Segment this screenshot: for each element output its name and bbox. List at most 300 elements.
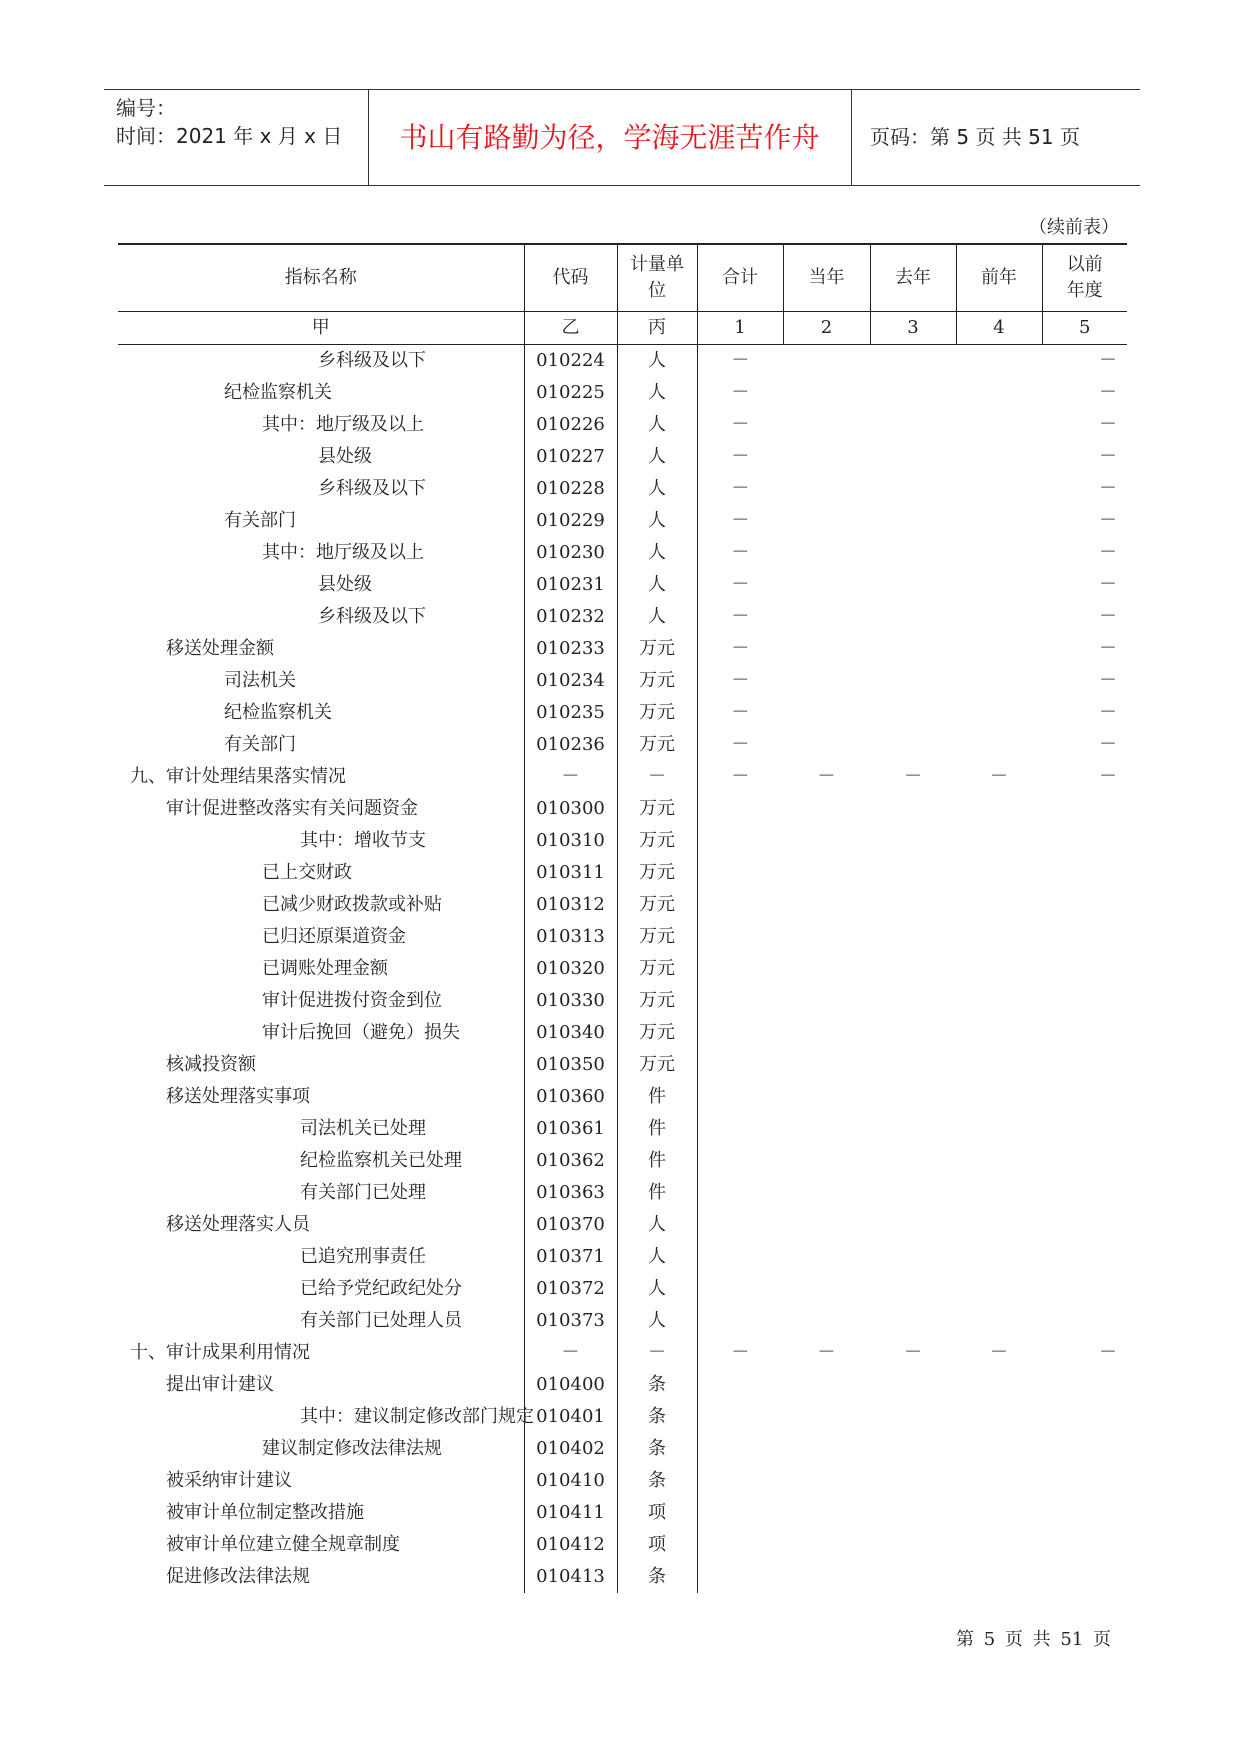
row-year-before-last [956, 1241, 1042, 1273]
row-current-year [783, 441, 870, 473]
code-5: 5 [1042, 312, 1127, 345]
row-unit: － [617, 761, 697, 793]
row-unit: 条 [617, 1465, 697, 1497]
row-code: 010236 [524, 729, 617, 761]
table-row [118, 1049, 1127, 1081]
table-row [118, 793, 1127, 825]
row-name: 其中：建议制定修改部门规定 [300, 1406, 534, 1427]
row-name: 纪检监察机关已处理 [300, 1150, 462, 1171]
row-unit: 万元 [617, 985, 697, 1017]
row-name: 乡科级及以下 [318, 606, 426, 627]
row-earlier-years [1042, 985, 1127, 1017]
row-total [697, 1401, 783, 1433]
row-code: 010320 [524, 953, 617, 985]
row-code: 010373 [524, 1305, 617, 1337]
row-current-year [783, 473, 870, 505]
row-year-before-last [956, 1177, 1042, 1209]
table-row [118, 473, 1127, 505]
row-last-year [870, 633, 956, 665]
row-unit: 条 [617, 1433, 697, 1465]
row-current-year [783, 1145, 870, 1177]
row-year-before-last [956, 921, 1042, 953]
row-current-year [783, 729, 870, 761]
table-row [118, 569, 1127, 601]
row-earlier-years [1042, 1561, 1127, 1593]
row-unit: 件 [617, 1113, 697, 1145]
row-year-before-last [956, 1465, 1042, 1497]
row-year-before-last [956, 1433, 1042, 1465]
table-row [118, 601, 1127, 633]
row-earlier-years [1042, 1049, 1127, 1081]
table-body [118, 345, 1127, 1594]
row-code: 010363 [524, 1177, 617, 1209]
row-code: 010227 [524, 441, 617, 473]
row-last-year [870, 1241, 956, 1273]
row-last-year [870, 1017, 956, 1049]
row-unit: 件 [617, 1145, 697, 1177]
row-unit: 万元 [617, 729, 697, 761]
row-last-year [870, 1209, 956, 1241]
row-unit: 件 [617, 1177, 697, 1209]
row-name: 被采纳审计建议 [166, 1470, 292, 1491]
row-current-year [783, 1241, 870, 1273]
row-last-year [870, 889, 956, 921]
row-last-year [870, 377, 956, 409]
row-unit: 项 [617, 1529, 697, 1561]
time-label: 时间：2021 年 x 月 x 日 [116, 124, 343, 148]
row-name: 促进修改法律法规 [166, 1566, 310, 1587]
row-total: － [697, 473, 783, 505]
row-earlier-years [1042, 1177, 1127, 1209]
row-unit: 件 [617, 1081, 697, 1113]
row-total [697, 1209, 783, 1241]
table-row [118, 1209, 1127, 1241]
row-unit: 万元 [617, 921, 697, 953]
table-row [118, 1401, 1127, 1433]
row-name: 九、审计处理结果落实情况 [130, 766, 346, 787]
row-year-before-last [956, 953, 1042, 985]
row-total [697, 1433, 783, 1465]
row-code: 010311 [524, 857, 617, 889]
row-code: 010313 [524, 921, 617, 953]
row-total [697, 1305, 783, 1337]
row-code: 010361 [524, 1113, 617, 1145]
row-current-year [783, 1113, 870, 1145]
row-current-year: － [817, 766, 836, 787]
row-total: － [697, 1337, 783, 1369]
row-earlier-years: － [1099, 382, 1117, 403]
row-code: 010410 [524, 1465, 617, 1497]
row-year-before-last [956, 793, 1042, 825]
row-current-year [783, 1433, 870, 1465]
row-total: － [697, 601, 783, 633]
table-row [118, 1465, 1127, 1497]
row-current-year [783, 377, 870, 409]
row-earlier-years: － [1099, 638, 1117, 659]
row-total: － [697, 537, 783, 569]
row-current-year [783, 505, 870, 537]
row-year-before-last [956, 441, 1042, 473]
row-unit: － [617, 1337, 697, 1369]
row-unit: 人 [617, 569, 697, 601]
table-row [118, 697, 1127, 729]
row-earlier-years [1042, 921, 1127, 953]
row-earlier-years [1042, 793, 1127, 825]
row-code: 010230 [524, 537, 617, 569]
col-header-year-before-last: 前年 [956, 244, 1042, 312]
row-name: 县处级 [318, 574, 372, 595]
row-earlier-years [1042, 1529, 1127, 1561]
table-row [118, 1497, 1127, 1529]
row-earlier-years [1042, 889, 1127, 921]
row-last-year [870, 953, 956, 985]
row-current-year [783, 953, 870, 985]
row-earlier-years [1042, 1401, 1127, 1433]
row-total: － [697, 409, 783, 441]
page-footer: 第 5 页 共 51 页 [956, 1629, 1111, 1650]
row-name: 乡科级及以下 [318, 350, 426, 371]
row-code: 010360 [524, 1081, 617, 1113]
col-header-earlier-years: 以前年度 [1042, 244, 1127, 312]
row-year-before-last [956, 601, 1042, 633]
row-total: － [697, 729, 783, 761]
row-name: 被审计单位制定整改措施 [166, 1502, 364, 1523]
row-last-year [870, 1177, 956, 1209]
row-year-before-last [956, 1081, 1042, 1113]
row-code: 010401 [524, 1401, 617, 1433]
row-total [697, 1241, 783, 1273]
row-earlier-years: － [1099, 702, 1117, 723]
row-code: 010228 [524, 473, 617, 505]
row-year-before-last [956, 985, 1042, 1017]
row-last-year [870, 857, 956, 889]
row-year-before-last [956, 665, 1042, 697]
row-name: 有关部门已处理 [300, 1182, 426, 1203]
table-row [118, 889, 1127, 921]
row-name: 其中：地厅级及以上 [262, 414, 424, 435]
row-earlier-years [1042, 1017, 1127, 1049]
row-last-year [870, 441, 956, 473]
row-unit: 人 [617, 345, 697, 378]
row-unit: 万元 [617, 857, 697, 889]
statistics-table [118, 243, 1127, 1593]
row-year-before-last [956, 1145, 1042, 1177]
row-code: 010224 [524, 345, 617, 378]
row-code: 010234 [524, 665, 617, 697]
row-last-year [870, 985, 956, 1017]
row-code: 010225 [524, 377, 617, 409]
row-last-year: － [904, 766, 922, 787]
row-earlier-years [1042, 1433, 1127, 1465]
row-earlier-years [1042, 1273, 1127, 1305]
row-last-year [870, 1145, 956, 1177]
row-total [697, 1273, 783, 1305]
row-earlier-years [1042, 1305, 1127, 1337]
row-earlier-years [1042, 1145, 1127, 1177]
row-total: － [697, 569, 783, 601]
row-unit: 万元 [617, 1017, 697, 1049]
row-year-before-last [956, 1369, 1042, 1401]
row-name: 移送处理落实人员 [166, 1214, 310, 1235]
row-name: 其中：增收节支 [300, 830, 426, 851]
row-year-before-last [956, 729, 1042, 761]
row-total: － [697, 377, 783, 409]
row-earlier-years: － [1099, 606, 1117, 627]
row-code: 010412 [524, 1529, 617, 1561]
row-name: 有关部门已处理人员 [300, 1310, 462, 1331]
row-unit: 人 [617, 1273, 697, 1305]
row-unit: 条 [617, 1401, 697, 1433]
table-row [118, 1241, 1127, 1273]
row-name: 已上交财政 [262, 862, 352, 883]
table-row [118, 377, 1127, 409]
row-year-before-last [956, 1049, 1042, 1081]
row-total [697, 889, 783, 921]
row-year-before-last [956, 505, 1042, 537]
row-name: 核减投资额 [166, 1054, 256, 1075]
row-last-year [870, 345, 956, 378]
row-total: － [697, 505, 783, 537]
col-header-last-year: 去年 [870, 244, 956, 312]
col-header-code: 代码 [524, 244, 617, 312]
header-row [118, 244, 1127, 312]
row-current-year [783, 537, 870, 569]
row-last-year [870, 1273, 956, 1305]
row-total [697, 985, 783, 1017]
row-current-year [783, 633, 870, 665]
row-total [697, 953, 783, 985]
row-year-before-last: － [990, 1342, 1008, 1363]
row-unit: 条 [617, 1561, 697, 1593]
row-total: － [697, 441, 783, 473]
code-jia: 甲 [118, 312, 524, 345]
row-last-year [870, 1113, 956, 1145]
row-current-year [783, 1273, 870, 1305]
row-name: 已归还原渠道资金 [262, 926, 406, 947]
row-year-before-last [956, 1017, 1042, 1049]
row-total [697, 1369, 783, 1401]
table-row [118, 1081, 1127, 1113]
row-current-year [783, 1017, 870, 1049]
row-unit: 人 [617, 505, 697, 537]
col-header-unit: 计量单位 [617, 244, 697, 312]
row-code: 010400 [524, 1369, 617, 1401]
row-name: 已追究刑事责任 [300, 1246, 426, 1267]
row-unit: 人 [617, 377, 697, 409]
row-total [697, 1497, 783, 1529]
row-current-year [783, 1497, 870, 1529]
continued-note: （续前表） [1029, 217, 1119, 238]
row-name: 有关部门 [224, 510, 296, 531]
table-row [118, 1433, 1127, 1465]
row-code: － [524, 1337, 617, 1369]
row-year-before-last [956, 1561, 1042, 1593]
row-name: 已调账处理金额 [262, 958, 388, 979]
row-earlier-years: － [1099, 350, 1117, 371]
row-current-year [783, 1561, 870, 1593]
row-last-year [870, 1049, 956, 1081]
row-unit: 万元 [617, 889, 697, 921]
row-name: 十、审计成果利用情况 [130, 1342, 310, 1363]
table-row [118, 345, 1127, 378]
row-code: 010233 [524, 633, 617, 665]
row-code: 010310 [524, 825, 617, 857]
row-name: 移送处理落实事项 [166, 1086, 310, 1107]
row-year-before-last [956, 1113, 1042, 1145]
row-year-before-last [956, 857, 1042, 889]
row-name: 纪检监察机关 [224, 702, 332, 723]
row-name: 审计促进拨付资金到位 [262, 990, 442, 1011]
row-unit: 条 [617, 1369, 697, 1401]
row-earlier-years [1042, 825, 1127, 857]
row-code: 010411 [524, 1497, 617, 1529]
row-year-before-last [956, 1497, 1042, 1529]
row-earlier-years [1042, 1241, 1127, 1273]
row-current-year [783, 601, 870, 633]
row-code: 010226 [524, 409, 617, 441]
row-code: 010372 [524, 1273, 617, 1305]
row-current-year [783, 825, 870, 857]
row-year-before-last [956, 1305, 1042, 1337]
row-code: 010229 [524, 505, 617, 537]
row-earlier-years [1042, 1113, 1127, 1145]
table-row [118, 825, 1127, 857]
row-current-year [783, 1081, 870, 1113]
row-total [697, 1145, 783, 1177]
col-header-total: 合计 [697, 244, 783, 312]
row-name: 审计后挽回（避免）损失 [262, 1022, 460, 1043]
row-last-year [870, 537, 956, 569]
row-total: － [697, 761, 783, 793]
row-year-before-last [956, 633, 1042, 665]
row-year-before-last [956, 1273, 1042, 1305]
table-row [118, 761, 1127, 793]
row-total [697, 793, 783, 825]
table-row [118, 1145, 1127, 1177]
table-row [118, 985, 1127, 1017]
col-header-current-year: 当年 [783, 244, 870, 312]
row-name: 提出审计建议 [166, 1374, 274, 1395]
row-year-before-last [956, 1529, 1042, 1561]
row-unit: 人 [617, 441, 697, 473]
row-unit: 人 [617, 1209, 697, 1241]
row-year-before-last [956, 377, 1042, 409]
row-current-year [783, 345, 870, 378]
row-last-year [870, 1369, 956, 1401]
row-code: － [524, 761, 617, 793]
col-header-name: 指标名称 [118, 244, 524, 312]
row-last-year [870, 601, 956, 633]
table-row [118, 505, 1127, 537]
row-current-year [783, 1369, 870, 1401]
row-name: 被审计单位建立健全规章制度 [166, 1534, 400, 1555]
table-row [118, 409, 1127, 441]
row-earlier-years: － [1099, 1342, 1117, 1363]
row-last-year [870, 1561, 956, 1593]
row-last-year [870, 1401, 956, 1433]
row-last-year [870, 1081, 956, 1113]
row-earlier-years: － [1099, 734, 1117, 755]
row-current-year [783, 985, 870, 1017]
row-name: 司法机关 [224, 670, 296, 691]
row-name: 移送处理金额 [166, 638, 274, 659]
row-current-year [783, 697, 870, 729]
row-earlier-years [1042, 857, 1127, 889]
row-unit: 万元 [617, 697, 697, 729]
row-total [697, 1049, 783, 1081]
row-unit: 万元 [617, 793, 697, 825]
row-current-year [783, 1529, 870, 1561]
row-total [697, 1017, 783, 1049]
page-header [104, 89, 1140, 186]
row-earlier-years [1042, 1369, 1127, 1401]
table-row [118, 1017, 1127, 1049]
row-unit: 万元 [617, 633, 697, 665]
table-row [118, 665, 1127, 697]
header-page-info [870, 90, 1080, 185]
row-unit: 项 [617, 1497, 697, 1529]
row-current-year [783, 1209, 870, 1241]
table-row [118, 857, 1127, 889]
row-total [697, 1465, 783, 1497]
row-earlier-years [1042, 1465, 1127, 1497]
row-current-year [783, 665, 870, 697]
row-earlier-years: － [1099, 766, 1117, 787]
row-year-before-last [956, 825, 1042, 857]
row-total [697, 1561, 783, 1593]
row-unit: 万元 [617, 953, 697, 985]
row-current-year [783, 921, 870, 953]
row-unit: 万元 [617, 1049, 697, 1081]
code-bing: 丙 [617, 312, 697, 345]
row-last-year [870, 1497, 956, 1529]
row-name: 有关部门 [224, 734, 296, 755]
row-last-year [870, 697, 956, 729]
row-total [697, 825, 783, 857]
row-year-before-last [956, 569, 1042, 601]
row-code: 010350 [524, 1049, 617, 1081]
row-code: 010300 [524, 793, 617, 825]
row-total [697, 1113, 783, 1145]
row-current-year [783, 1465, 870, 1497]
table-row [118, 1177, 1127, 1209]
row-name: 县处级 [318, 446, 372, 467]
row-earlier-years: － [1099, 446, 1117, 467]
row-current-year [783, 1177, 870, 1209]
table-row [118, 1113, 1127, 1145]
row-unit: 万元 [617, 665, 697, 697]
table-row [118, 921, 1127, 953]
row-year-before-last [956, 537, 1042, 569]
number-label: 编号： [116, 96, 176, 120]
row-earlier-years [1042, 1081, 1127, 1113]
header-code-row [118, 312, 1127, 345]
row-name: 乡科级及以下 [318, 478, 426, 499]
table-row [118, 537, 1127, 569]
code-1: 1 [697, 312, 783, 345]
row-current-year: － [817, 1342, 836, 1363]
row-code: 010340 [524, 1017, 617, 1049]
row-last-year [870, 1433, 956, 1465]
row-current-year [783, 1305, 870, 1337]
row-total: － [697, 665, 783, 697]
row-earlier-years [1042, 1497, 1127, 1529]
row-year-before-last [956, 409, 1042, 441]
row-last-year [870, 505, 956, 537]
table-row [118, 1305, 1127, 1337]
row-current-year [783, 409, 870, 441]
row-code: 010235 [524, 697, 617, 729]
